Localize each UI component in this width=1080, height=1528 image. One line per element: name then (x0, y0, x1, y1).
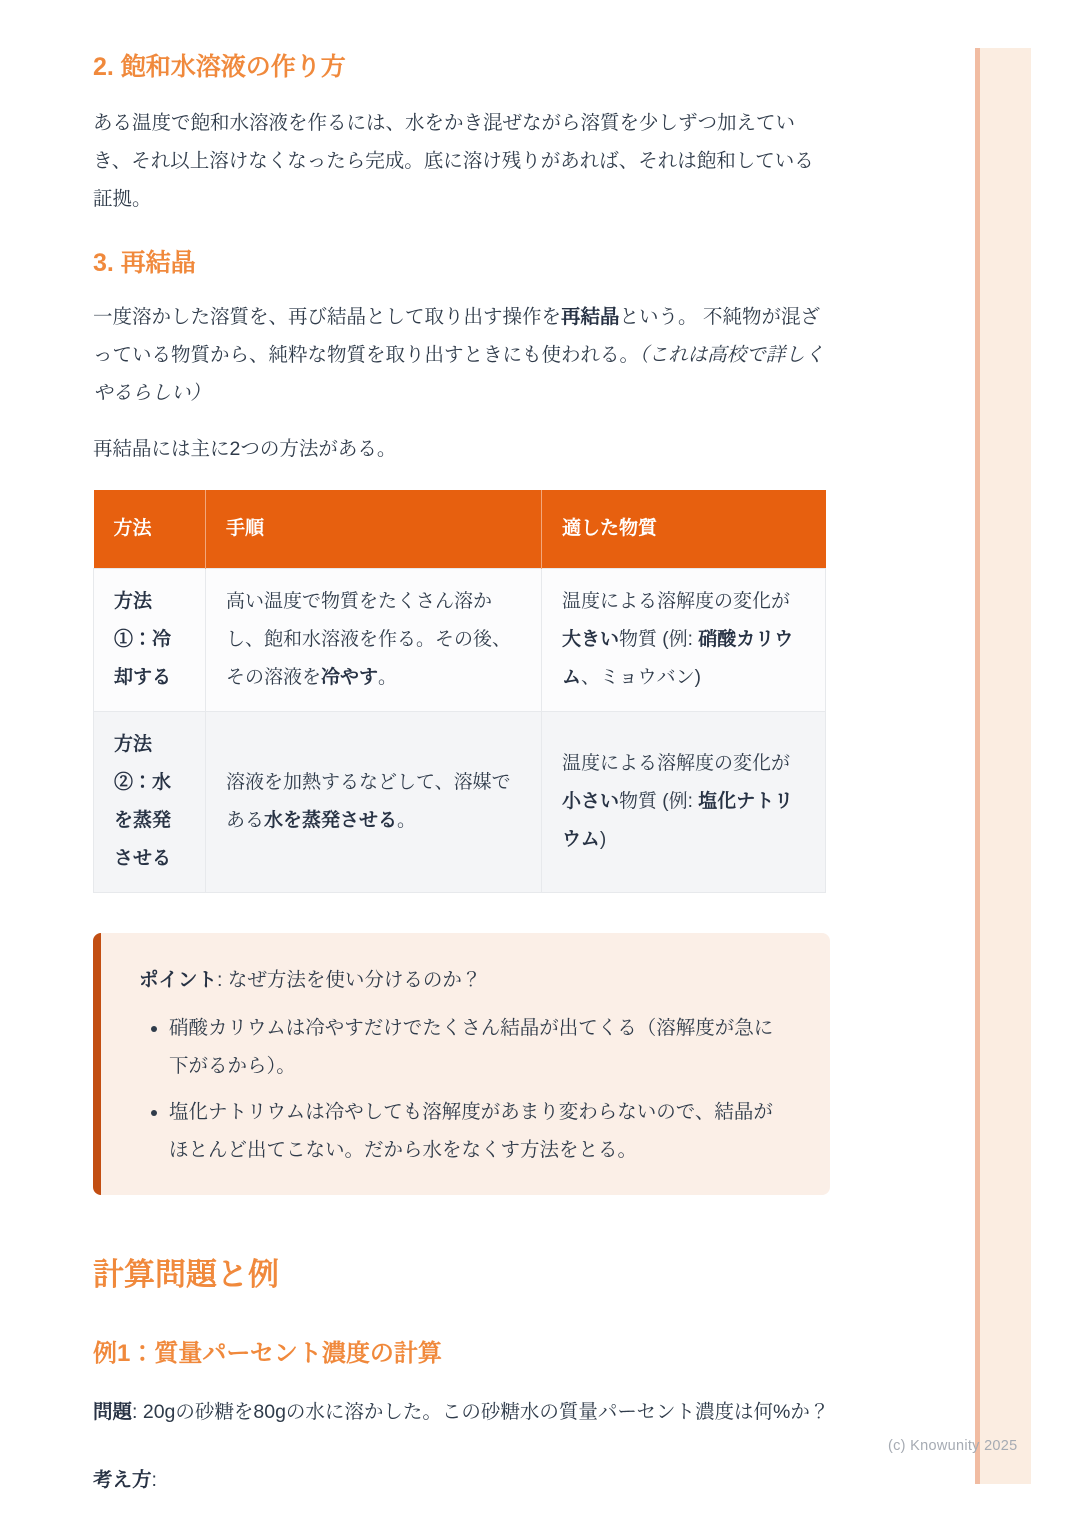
bold-term-cool: 冷やす (321, 667, 379, 688)
right-margin-stripe (975, 48, 1031, 1484)
callout-bullet-potassium-nitrate: • 硝酸カリウムは冷やすだけでたくさん結晶が出てくる（溶解度が急に下がるから）。 (169, 1009, 792, 1085)
bold-term-sodium-chloride: 塩化ナトリウム (562, 791, 794, 850)
column-header-procedure: 手順 (206, 490, 542, 569)
column-header-method: 方法 (94, 490, 206, 569)
section-heading-recrystallization: 3. 再結晶 (93, 249, 196, 277)
cell-method-name (94, 712, 206, 893)
cell-procedure (206, 712, 542, 893)
cell-suitable-substance (542, 569, 826, 712)
recrystallization-methods-table (93, 490, 826, 893)
text-run: 物質 (例: (619, 629, 699, 650)
copyright-watermark: (c) Knowunity 2025 (888, 1438, 1018, 1454)
paragraph-two-methods: 再結晶には主に2つの方法がある。 (93, 438, 397, 460)
bold-label-point: ポイント (139, 969, 218, 991)
table-row-method-cooling (94, 569, 826, 712)
text-run: 、ミョウバン) (581, 667, 701, 688)
paragraph-problem (93, 1393, 830, 1431)
italic-note: （これは高校で詳しくやるらしい） (93, 344, 825, 404)
section-heading-saturated-solution: 2. 飽和水溶液の作り方 (93, 53, 346, 81)
paragraph-saturated-solution: ある温度で飽和水溶液を作るには、水をかき混ぜながら溶質を少しずつ加えていき、それ以上溶けなくなったら完成。底に溶け残りがあれば、それは飽和している証拠。 (93, 112, 814, 210)
text-run: 。 (378, 667, 398, 688)
section-heading-example1: 例1：質量パーセント濃度の計算 (93, 1340, 442, 1367)
column-header-suitable-substance: 適した物質 (542, 490, 826, 569)
cell-method-name (94, 569, 206, 712)
text-run: : なぜ方法を使い分けるのか？ (217, 969, 482, 991)
bold-term-potassium-nitrate: 硝酸カリウム (562, 629, 794, 688)
text-run: 温度による溶解度の変化が (562, 753, 791, 774)
table-row-method-evaporation (94, 712, 826, 893)
text-run: : (151, 1469, 157, 1491)
cell-suitable-substance (542, 712, 826, 893)
bold-term-recrystallization: 再結晶 (561, 306, 620, 328)
bold-term-evaporate-water: 水を蒸発させる (264, 810, 398, 831)
text-run: ) (599, 829, 607, 850)
paragraph-approach (93, 1461, 830, 1499)
table-header-row (94, 490, 826, 569)
text-run: 溶液を加熱するなどして、溶媒である (226, 772, 511, 831)
callout-bullet-sodium-chloride: • 塩化ナトリウムは冷やしても溶解度があまり変わらないので、結晶がほとんど出てこない。だから水をなくす方法をとる。 (169, 1093, 792, 1169)
text-run: : 20gの砂糖を80gの水に溶かした。この砂糖水の質量パーセント濃度は何%か？ (132, 1401, 830, 1423)
callout-title-line (139, 961, 792, 999)
text-run: 温度による溶解度の変化が (562, 591, 791, 612)
bold-method-label: 方法②：水を蒸発させる (114, 734, 172, 869)
chapter-heading-calculation-problems: 計算問題と例 (93, 1257, 279, 1292)
point-callout (93, 933, 830, 1195)
text-run: 。 (397, 810, 417, 831)
text-run: 一度溶かした溶質を、再び結晶として取り出す操作を (93, 306, 562, 328)
text-run: という。 不純物が混ざっている物質から、純粋な物質を取り出すときにも使われる。 (93, 306, 820, 366)
cell-procedure (206, 569, 542, 712)
callout-bullet-list (139, 1009, 792, 1169)
bold-label-approach: 考え方 (93, 1469, 152, 1491)
bold-term-small: 小さい (562, 791, 620, 812)
note-page-content (93, 0, 830, 1499)
bold-method-label: 方法①：冷却する (114, 591, 172, 688)
bold-label-problem: 問題 (93, 1401, 133, 1423)
bold-term-large: 大きい (562, 629, 620, 650)
paragraph-recrystallization (93, 298, 830, 412)
text-run: 高い温度で物質をたくさん溶かし、飽和水溶液を作る。その後、その溶液を (226, 591, 512, 688)
text-run: 物質 (例: (619, 791, 699, 812)
